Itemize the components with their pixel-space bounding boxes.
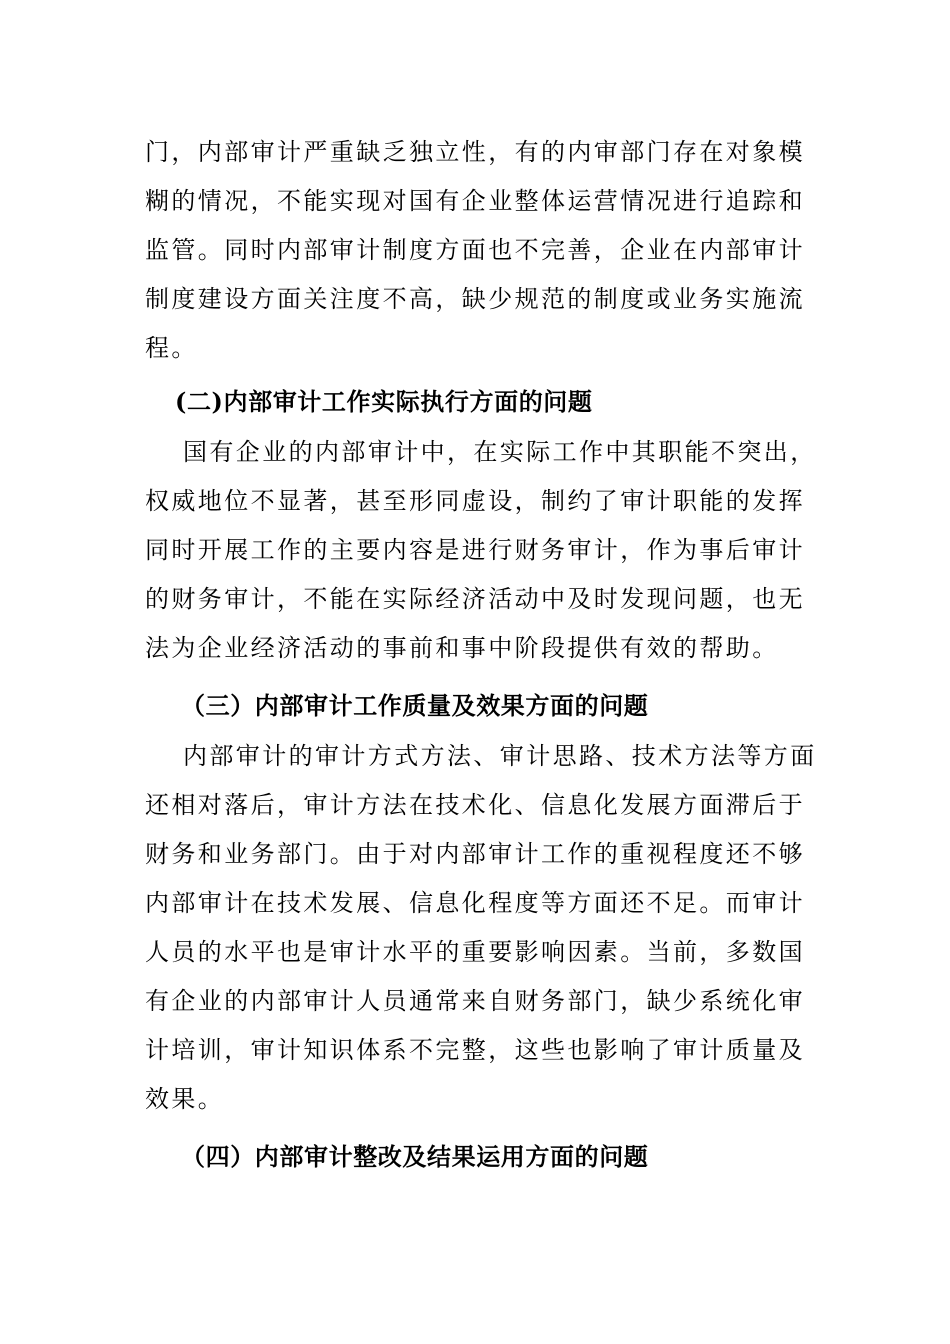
paragraph-line: 有企业的内部审计人员通常来自财务部门，缺少系统化审 (145, 987, 805, 1015)
paragraph (145, 732, 825, 1124)
paragraph-line: 同时开展工作的主要内容是进行财务审计，作为事后审计 (145, 536, 805, 564)
paragraph-line: 制度建设方面关注度不高，缺少规范的制度或业务实施流 (145, 285, 805, 313)
section-heading: （三）内部审计工作质量及效果方面的问题 (181, 691, 649, 720)
paragraph-line: 法为企业经济活动的事前和事中阶段提供有效的帮助。 (145, 634, 779, 662)
paragraph-line: 人员的水平也是审计水平的重要影响因素。当前，多数国 (145, 938, 805, 966)
paragraph-line: 还相对落后，审计方法在技术化、信息化发展方面滞后于 (145, 791, 805, 819)
paragraph-line: 权威地位不显著，甚至形同虚设，制约了审计职能的发挥 (145, 487, 805, 515)
paragraph-line: 门，内部审计严重缺乏独立性，有的内审部门存在对象模 (145, 138, 805, 166)
document-page (145, 128, 825, 1183)
paragraph-line: 内部审计的审计方式方法、审计思路、技术方法等方面 (183, 742, 817, 770)
paragraph-line: 效果。 (145, 1085, 225, 1113)
paragraph-line: 内部审计在技术发展、信息化程度等方面还不足。而审计 (145, 889, 805, 917)
paragraph (145, 428, 825, 673)
section-heading: （四）内部审计整改及结果运用方面的问题 (181, 1142, 649, 1171)
paragraph-line: 财务和业务部门。由于对内部审计工作的重视程度还不够 (145, 840, 805, 868)
section-heading: (二)内部审计工作实际执行方面的问题 (175, 387, 593, 416)
paragraph (145, 128, 825, 373)
paragraph-line: 计培训，审计知识体系不完整，这些也影响了审计质量及 (145, 1036, 805, 1064)
paragraph-line: 糊的情况，不能实现对国有企业整体运营情况进行追踪和 (145, 187, 805, 215)
paragraph-line: 监管。同时内部审计制度方面也不完善，企业在内部审计 (145, 236, 805, 264)
paragraph-line: 程。 (145, 334, 198, 362)
paragraph-line: 的财务审计，不能在实际经济活动中及时发现问题，也无 (145, 585, 805, 613)
paragraph-line: 国有企业的内部审计中，在实际工作中其职能不突出， (183, 438, 817, 466)
